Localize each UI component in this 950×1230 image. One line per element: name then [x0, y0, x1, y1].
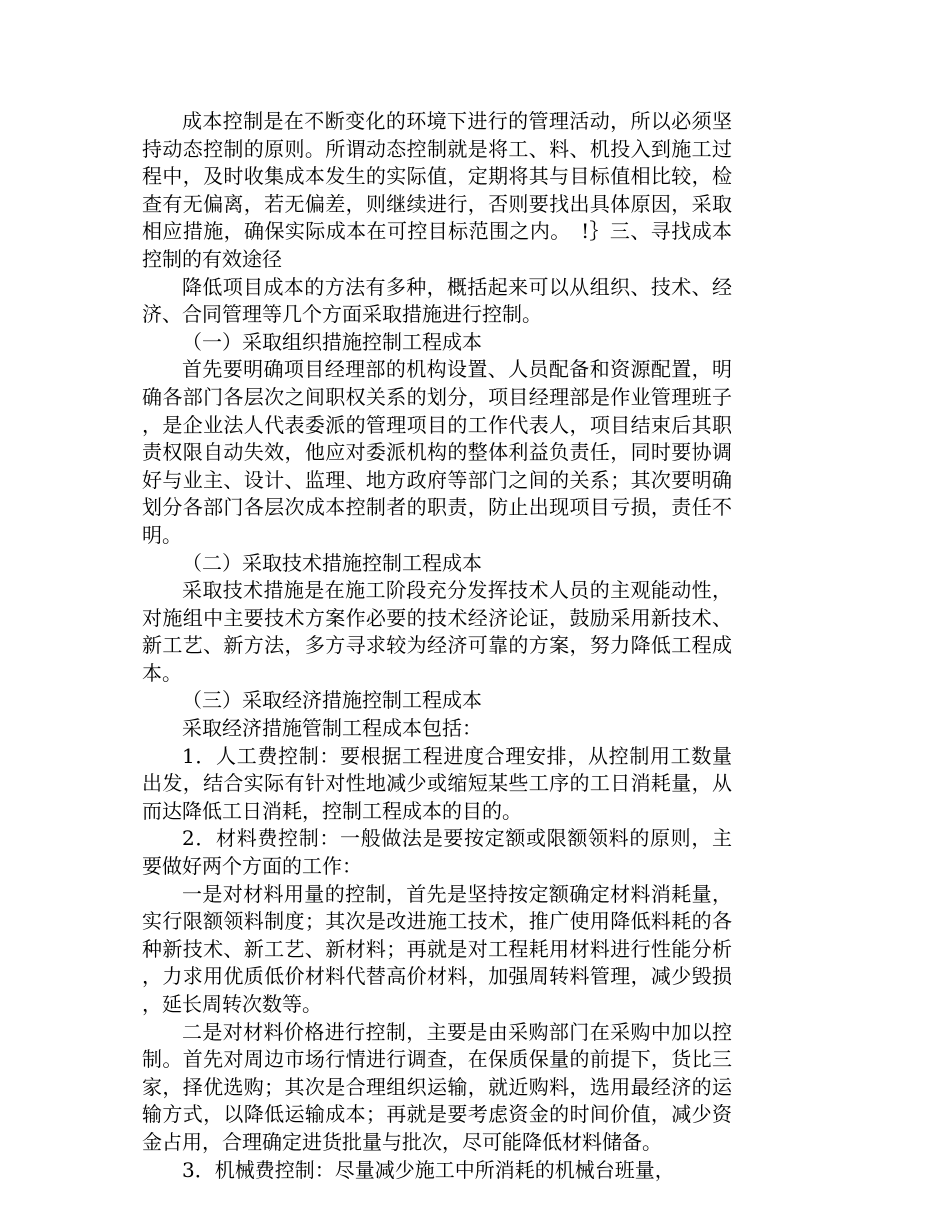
paragraph: 降低项目成本的方法有多种，概括起来可以从组织、技术、经济、合同管理等几个方面采取措施进行控制。 [142, 274, 732, 327]
paragraph: 成本控制是在不断变化的环境下进行的管理活动，所以必须坚持动态控制的原则。所谓动态控制就是将工、料、机投入到施工过程中，及时收集成本发生的实际值，定期将其与目标值相比较，检查有无偏离，若无偏差，则继续进行，否则要找出具体原因，采取相应措施，确保实际成本在可控目标范围之内。 !｝三、寻找成本控制的有效途径 [142, 109, 732, 271]
document-body [142, 108, 732, 1184]
paragraph: 采取经济措施管制工程成本包括： [182, 716, 482, 741]
paragraph: 3．机械费控制：尽量减少施工中所消耗的机械台班量， [182, 1157, 675, 1182]
paragraph: 采取技术措施是在施工阶段充分发挥技术人员的主观能动性，对施组中主要技术方案作必要的技术经济论证，鼓励采用新技术、新工艺、新方法，多方寻求较为经济可靠的方案，努力降低工程成本。 [142, 578, 732, 685]
paragraph: 首先要明确项目经理部的机构设置、人员配备和资源配置，明确各部门各层次之间职权关系的划分，项目经理部是作业管理班子，是企业法人代表委派的管理项目的工作代表人，项目结束后其职责权限自动失效，他应对委派机构的整体利益负责任，同时要协调好与业主、设计、监理、地方政府等部门之间的关系；其次要明确划分各部门各层次成本控制者的职责，防止出现项目亏损，责任不明。 [142, 357, 732, 547]
section-heading: （一）采取组织措施控制工程成本 [182, 329, 482, 354]
paragraph: 2．材料费控制：一般做法是要按定额或限额领料的原则，主要做好两个方面的工作： [142, 826, 732, 879]
paragraph: 一是对材料用量的控制，首先是坚持按定额确定材料消耗量，实行限额领料制度；其次是改进施工技术，推广使用降低料耗的各种新技术、新工艺、新材料；再就是对工程耗用材料进行性能分析，力求用优质低价材料代替高价材料，加强周转料管理，减少毁损，延长周转次数等。 [142, 881, 732, 1016]
section-heading: （三）采取经济措施控制工程成本 [182, 688, 482, 713]
paragraph: 1．人工费控制：要根据工程进度合理安排，从控制用工数量出发，结合实际有针对性地减少或缩短某些工序的工日消耗量，从而达降低工日消耗，控制工程成本的目的。 [142, 743, 732, 823]
paragraph: 二是对材料价格进行控制，主要是由采购部门在采购中加以控制。首先对周边市场行情进行调查，在保质保量的前提下，货比三家，择优选购；其次是合理组织运输，就近购料，选用最经济的运输方式，以降低运输成本；再就是要考虑资金的时间价值，减少资金占用，合理确定进货批量与批次，尽可能降低材料储备。 [142, 1019, 732, 1154]
section-heading: （二）采取技术措施控制工程成本 [182, 550, 482, 575]
